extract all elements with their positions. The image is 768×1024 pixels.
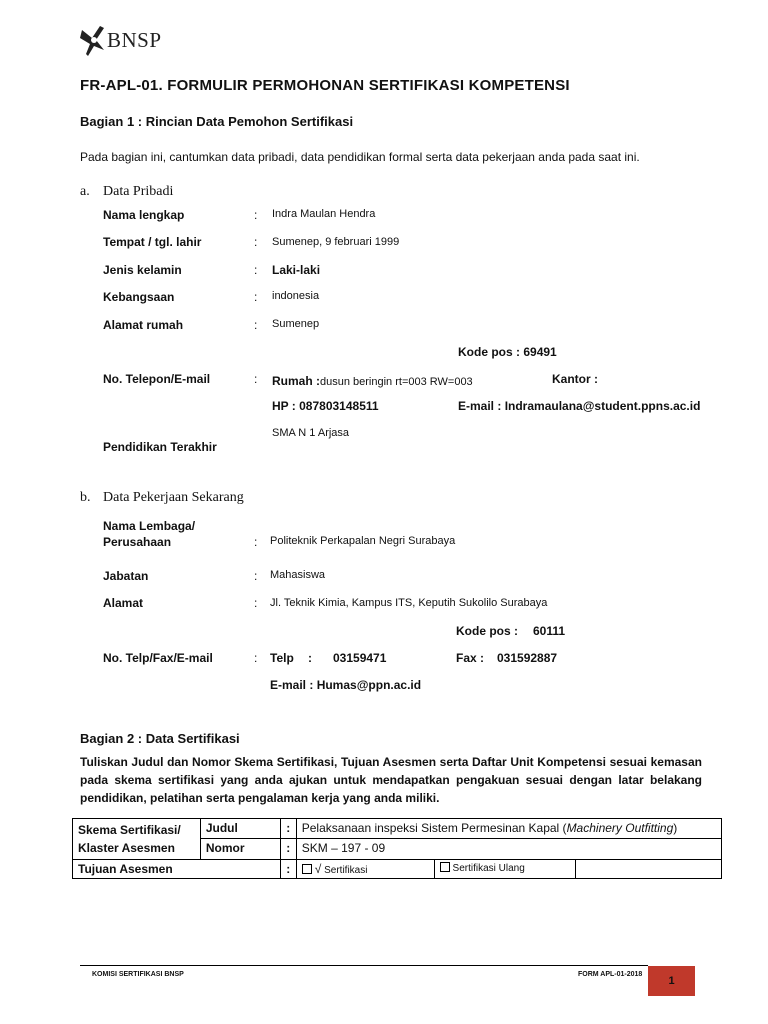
colon: :: [280, 838, 296, 859]
colon: :: [254, 318, 258, 332]
kebangsaan-label: Kebangsaan: [103, 290, 175, 304]
nomor-value: SKM – 197 - 09: [296, 838, 721, 859]
ttl-label: Tempat / tgl. lahir: [103, 235, 202, 249]
pekerjaan-email-value: Humas@ppn.ac.id: [316, 678, 422, 692]
colon: :: [254, 235, 258, 249]
bagian2-heading: Bagian 2 : Data Sertifikasi: [80, 731, 240, 746]
checkbox-icon[interactable]: [302, 864, 312, 874]
bagian1-intro: Pada bagian ini, cantumkan data pribadi, data pendidikan formal serta data pekerjaan anda pada saat ini.: [80, 150, 640, 164]
jk-value: Laki-laki: [272, 263, 321, 277]
option-sertifikasi-ulang[interactable]: Sertifikasi Ulang: [434, 860, 576, 879]
colon: :: [280, 819, 296, 839]
colon: :: [254, 208, 258, 222]
pendidikan-value: SMA N 1 Arjasa: [272, 427, 350, 439]
section-b-heading: Data Pekerjaan Sekarang: [103, 490, 244, 505]
colon: :: [254, 290, 258, 304]
pekerjaan-alamat-value: Jl. Teknik Kimia, Kampus ITS, Keputih Sukolilo Surabaya: [270, 597, 548, 609]
pekerjaan-telp-label: No. Telp/Fax/E-mail: [103, 651, 213, 665]
email-field: E-mail : Indramaulana@student.ppns.ac.id: [458, 399, 701, 413]
section-a-heading: Data Pribadi: [103, 184, 174, 199]
bagian1-heading: Bagian 1 : Rincian Data Pemohon Sertifikasi: [80, 114, 354, 129]
jabatan-value: Mahasiswa: [270, 569, 326, 581]
fax-value: 031592887: [497, 651, 558, 665]
check-mark-icon: √: [314, 862, 322, 876]
option-sertifikasi[interactable]: √ Sertifikasi: [296, 860, 434, 879]
colon: :: [254, 596, 258, 610]
footer-right: FORM APL-01-2018: [578, 971, 643, 978]
checkbox-icon[interactable]: [440, 862, 450, 872]
jabatan-label: Jabatan: [103, 569, 149, 583]
skema-label-cell: [73, 819, 201, 860]
pekerjaan-kodepos-value: 60111: [533, 624, 566, 638]
colon: :: [254, 263, 258, 277]
ttl-value: Sumenep, 9 februari 1999: [272, 236, 400, 248]
nama-label: Nama lengkap: [103, 208, 185, 222]
colon: :: [254, 569, 258, 583]
skema-label-line1: Skema Sertifikasi/: [78, 823, 181, 837]
tujuan-label: Tujuan Asesmen: [73, 860, 281, 879]
fax-key: Fax :: [456, 651, 485, 665]
colon: :: [254, 535, 258, 549]
telp-label: No. Telepon/E-mail: [103, 372, 211, 386]
logo-text: BNSP: [107, 28, 162, 52]
judul-value: Pelaksanaan inspeksi Sistem Permesinan Kapal (Machinery Outfitting): [296, 819, 721, 839]
email-value: Indramaulana@student.ppns.ac.id: [504, 399, 701, 413]
alamat-value: Sumenep: [272, 318, 320, 330]
skema-label-line2: Klaster Asesmen: [78, 841, 175, 855]
colon: :: [254, 651, 258, 665]
footer-left: KOMISI SERTIFIKASI BNSP: [92, 971, 184, 978]
sertifikasi-table: [72, 818, 722, 879]
jk-label: Jenis kelamin: [103, 263, 182, 277]
telp-key: Telp: [270, 651, 294, 665]
kodepos-value: 69491: [523, 345, 557, 359]
lembaga-label-line2: Perusahaan: [103, 535, 172, 549]
pekerjaan-telp-value: 03159471: [333, 651, 387, 665]
alamat-label: Alamat rumah: [103, 318, 184, 332]
section-b-marker: b.: [80, 490, 91, 505]
judul-label: Judul: [200, 819, 280, 839]
hp-field: HP : 087803148511: [272, 399, 379, 413]
hp-value: 087803148511: [299, 399, 379, 413]
nama-value: Indra Maulan Hendra: [272, 208, 376, 220]
pekerjaan-alamat-label: Alamat: [103, 596, 144, 610]
bnsp-logo: [80, 22, 170, 62]
bnsp-emblem-icon: [80, 24, 106, 58]
table-row: [73, 819, 722, 839]
form-title: FR-APL-01. FORMULIR PERMOHONAN SERTIFIKASI KOMPETENSI: [80, 77, 570, 94]
page-number: 1: [648, 966, 695, 996]
colon: :: [280, 860, 296, 879]
lembaga-value: Politeknik Perkapalan Negri Surabaya: [270, 535, 456, 547]
rumah-field: Rumah :dusun beringin rt=003 RW=003: [272, 374, 473, 388]
colon: :: [308, 651, 312, 665]
table-row: [73, 860, 722, 879]
colon: :: [254, 372, 258, 386]
kebangsaan-value: indonesia: [272, 290, 320, 302]
section-a-marker: a.: [80, 184, 90, 199]
pekerjaan-kodepos-label: Kode pos :: [456, 624, 518, 638]
lembaga-label-line1: Nama Lembaga/: [103, 519, 196, 533]
kodepos-label: Kode pos : 69491: [458, 345, 557, 359]
kantor-label: Kantor :: [552, 372, 598, 386]
pekerjaan-email-field: E-mail : Humas@ppn.ac.id: [270, 678, 422, 692]
empty-cell: [576, 860, 722, 879]
pendidikan-label: Pendidikan Terakhir: [103, 440, 217, 454]
footer-divider: [80, 965, 648, 966]
nomor-label: Nomor: [200, 838, 280, 859]
bagian2-paragraph: Tuliskan Judul dan Nomor Skema Sertifikasi, Tujuan Asesmen serta Daftar Unit Kompetensi sesuai kemasan pada skema sertifikasi yang anda ajukan untuk mendapatkan pengakuan sesuai dengan latar belakang pendidikan, pelatihan serta pengalaman kerja yang anda miliki.: [80, 755, 702, 805]
rumah-value: dusun beringin rt=003 RW=003: [320, 376, 473, 388]
